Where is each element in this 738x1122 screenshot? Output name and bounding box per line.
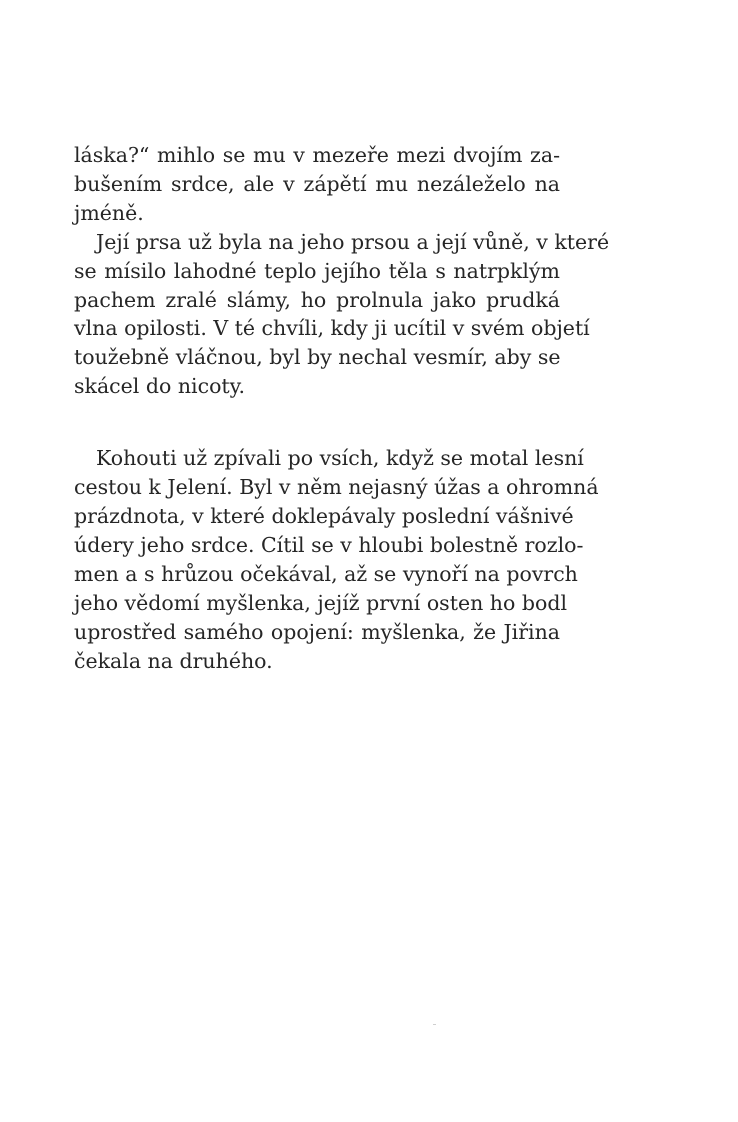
paragraph-2: [74, 228, 610, 401]
text-line: men a s hrůzou očekával, až se vynoří na povrch: [74, 561, 578, 586]
text-line: pachem zralé slámy, ho prolnula jako prudká: [74, 287, 560, 312]
paper-speck: [433, 1024, 436, 1025]
book-page: [74, 141, 610, 675]
text-line: toužebně vláčnou, byl by nechal vesmír, aby se: [74, 345, 561, 370]
paragraph-1: [74, 141, 560, 228]
text-line: Kohouti už zpívali po vsích, když se motal lesní: [96, 446, 584, 471]
text-line: Její prsa už byla na jeho prsou a její vůně, v které: [96, 229, 610, 254]
text-line: cestou k Jelení. Byl v něm nejasný úžas a ohromná: [74, 475, 599, 500]
text-line: uprostřed samého opojení: myšlenka, že Jiřina: [74, 619, 560, 644]
text-line: se mísilo lahodné teplo jejího těla s natrpklým: [74, 258, 560, 283]
text-line: láska?“ mihlo se mu v mezeře mezi dvojím za-: [74, 143, 560, 167]
text-line: jméně.: [74, 200, 144, 225]
text-line: čekala na druhého.: [74, 648, 273, 673]
text-line: bušením srdce, ale v zápětí mu nezáleželo na: [74, 171, 560, 196]
text-line: jeho vědomí myšlenka, jejíž první osten ho bodl: [74, 590, 568, 615]
paragraph-3: [74, 444, 599, 675]
text-line: prázdnota, v které doklepávaly poslední vášnivé: [74, 503, 574, 528]
text-line: vlna opilosti. V té chvíli, kdy ji ucítil v svém objetí: [74, 316, 590, 341]
text-line: údery jeho srdce. Cítil se v hloubi bolestně rozlo-: [74, 532, 584, 557]
text-line: skácel do nicoty.: [74, 374, 246, 399]
section-break: [74, 401, 560, 444]
